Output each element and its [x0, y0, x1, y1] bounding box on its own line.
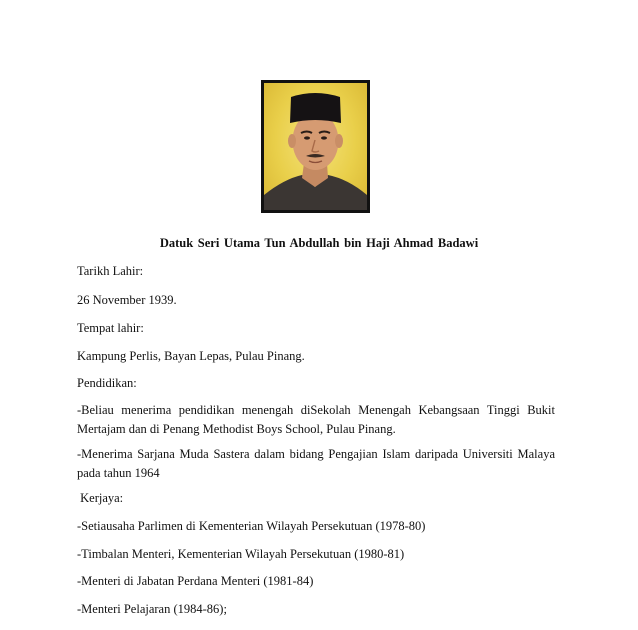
- label-pendidikan: Pendidikan:: [77, 376, 137, 390]
- label-tempat-lahir: Tempat lahir:: [77, 321, 144, 335]
- value-tempat-lahir: Kampung Perlis, Bayan Lepas, Pulau Pinang.: [77, 349, 305, 363]
- label-tarikh-lahir: Tarikh Lahir:: [77, 264, 144, 278]
- pendidikan-item-1: -Beliau menerima pendidikan menengah diSekolah Menengah Kebangsaan Tinggi Bukit Mertajam dan di Penang Methodist Boys School, Pulau Pinang.: [77, 403, 555, 436]
- pendidikan-item-2: -Menerima Sarjana Muda Sastera dalam bidang Pengajian Islam daripada Universiti Malaya pada tahun 1964: [77, 447, 555, 480]
- portrait-photo: [261, 80, 370, 213]
- document-title: Datuk Seri Utama Tun Abdullah bin Haji Ahmad Badawi: [159, 236, 479, 250]
- kerjaya-item-1: -Setiausaha Parlimen di Kementerian Wilayah Persekutuan (1978-80): [77, 519, 426, 533]
- portrait-icon: [264, 83, 367, 210]
- kerjaya-item-2: -Timbalan Menteri, Kementerian Wilayah Persekutuan (1980-81): [77, 547, 405, 561]
- kerjaya-item-4: -Menteri Pelajaran (1984-86);: [77, 602, 227, 616]
- value-tarikh-lahir: 26 November 1939.: [77, 293, 177, 307]
- kerjaya-item-3: -Menteri di Jabatan Perdana Menteri (1981-84): [77, 574, 314, 588]
- label-kerjaya: Kerjaya:: [77, 491, 124, 505]
